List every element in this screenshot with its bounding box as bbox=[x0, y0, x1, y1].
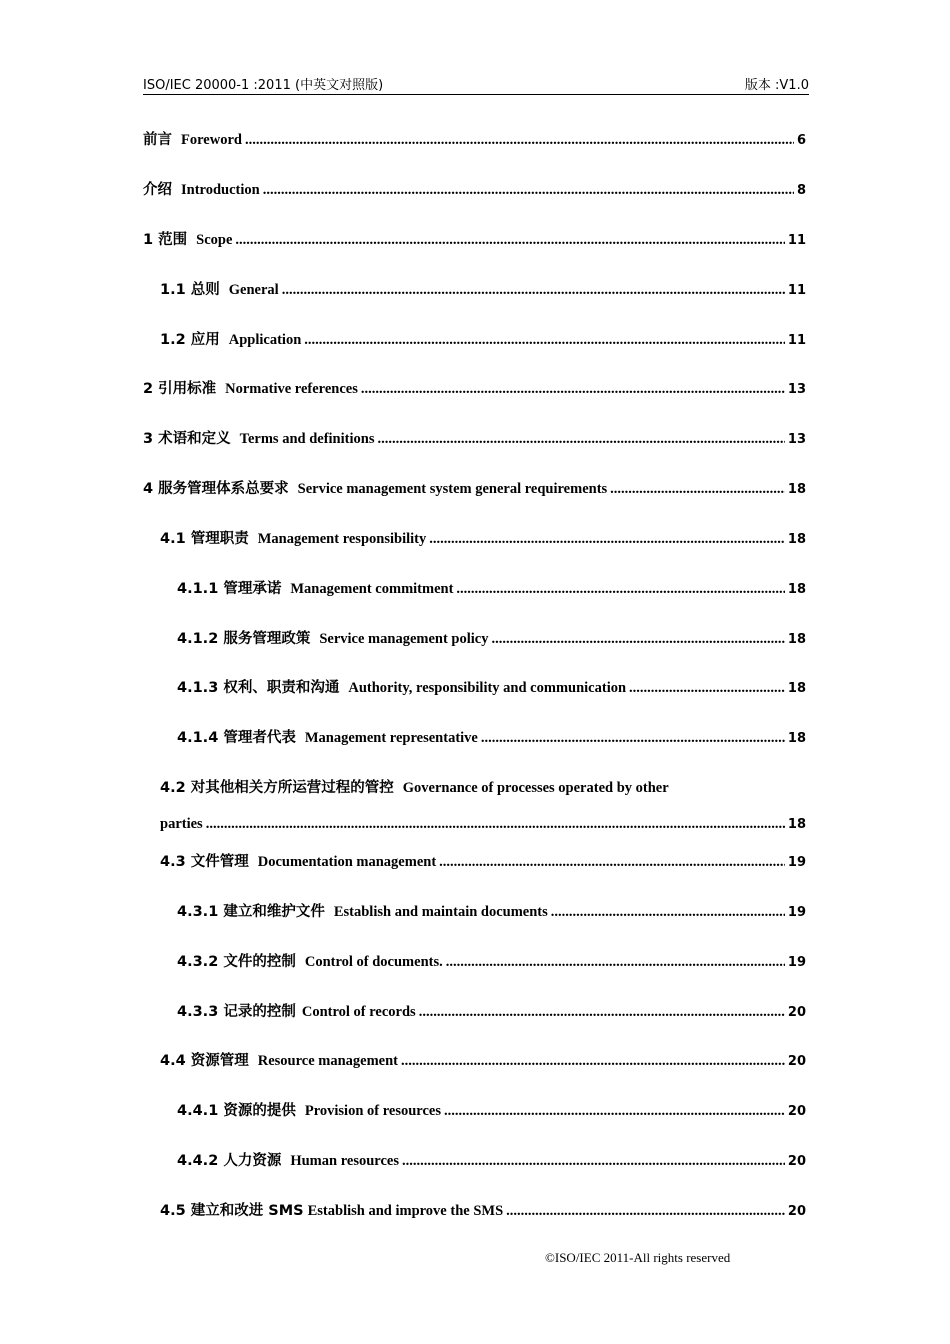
toc-entry-3[interactable] bbox=[143, 427, 806, 448]
toc-page-number: 19 bbox=[787, 955, 806, 970]
toc-leader bbox=[444, 1103, 785, 1120]
toc-leader bbox=[491, 631, 784, 648]
toc-page-number: 18 bbox=[787, 582, 806, 597]
toc-entry-en: Service management policy bbox=[319, 631, 489, 647]
toc-page-number: 18 bbox=[787, 681, 806, 696]
toc-page-number: 19 bbox=[787, 905, 806, 920]
toc-page-number: 18 bbox=[787, 817, 806, 832]
toc-page-number: 18 bbox=[787, 532, 806, 547]
toc-page-number: 18 bbox=[787, 632, 806, 647]
toc-entry-en: Resource management bbox=[257, 1053, 399, 1069]
toc-entry-4-2[interactable] bbox=[160, 776, 669, 797]
toc-entry-4-1-3[interactable] bbox=[177, 676, 806, 697]
toc-entry-4-1-4[interactable] bbox=[177, 726, 806, 747]
toc-entry-cn: 4 服务管理体系总要求 bbox=[143, 481, 289, 497]
toc-page-number: 19 bbox=[787, 855, 806, 870]
toc-page-number: 13 bbox=[787, 382, 806, 397]
toc-leader bbox=[429, 531, 785, 548]
toc-entry-cn: 4.1.2 服务管理政策 bbox=[177, 631, 311, 647]
header-version: 版本 :V1.0 bbox=[744, 78, 809, 93]
toc-entry-cn: 4.3.3 记录的控制 bbox=[177, 1004, 296, 1020]
toc-entry-cn: 4.4.2 人力资源 bbox=[177, 1153, 282, 1169]
toc-entry-4-1[interactable] bbox=[160, 527, 806, 548]
toc-page-number: 11 bbox=[787, 283, 806, 298]
toc-page-number: 11 bbox=[787, 233, 806, 248]
toc-entry-cn: 4.1.3 权利、职责和沟通 bbox=[177, 680, 340, 696]
toc-leader bbox=[456, 581, 784, 598]
toc-page-number: 8 bbox=[796, 183, 806, 198]
toc-entry-4[interactable] bbox=[143, 477, 806, 498]
toc-entry-4-2-continued[interactable] bbox=[160, 816, 806, 833]
toc-entry-cn: 1 范围 bbox=[143, 232, 188, 248]
toc-entry-cn: 2 引用标准 bbox=[143, 381, 217, 397]
toc-entry-en: Terms and definitions bbox=[239, 431, 375, 447]
toc-entry-en: Management representative bbox=[304, 730, 478, 746]
toc-entry-cn: 4.4.1 资源的提供 bbox=[177, 1103, 296, 1119]
toc-leader bbox=[551, 904, 785, 921]
toc-entry-4-3-1[interactable] bbox=[177, 900, 806, 921]
toc-entry-cn: 3 术语和定义 bbox=[143, 431, 231, 447]
toc-entry-en: Scope bbox=[196, 232, 233, 248]
toc-page-number: 20 bbox=[787, 1104, 806, 1119]
toc-entry-en: Management commitment bbox=[290, 581, 454, 597]
toc-entry-en: Establish and improve the SMS bbox=[307, 1203, 504, 1219]
toc-entry-en: Control of documents. bbox=[304, 954, 443, 970]
toc-entry-en: Introduction bbox=[181, 182, 260, 198]
toc-entry-4-1-1[interactable] bbox=[177, 577, 806, 598]
toc-leader bbox=[263, 182, 794, 199]
toc-entry-en: General bbox=[228, 282, 279, 298]
toc-entry-1[interactable] bbox=[143, 228, 806, 249]
toc-entry-cn: 4.5 建立和改进 SMS bbox=[160, 1203, 304, 1219]
toc-entry-en: Human resources bbox=[290, 1153, 399, 1169]
toc-entry-en: Control of records bbox=[301, 1004, 416, 1020]
toc-entry-en: Management responsibility bbox=[257, 531, 427, 547]
toc-entry-en: Authority, responsibility and communication bbox=[348, 680, 627, 696]
toc-entry-cn: 1.2 应用 bbox=[160, 332, 220, 348]
toc-entry-cn: 4.1.1 管理承诺 bbox=[177, 581, 282, 597]
toc-leader bbox=[401, 1053, 785, 1070]
toc-entry-foreword[interactable] bbox=[143, 128, 806, 149]
toc-leader bbox=[419, 1004, 785, 1021]
toc-entry-introduction[interactable] bbox=[143, 178, 806, 199]
toc-leader bbox=[206, 816, 785, 833]
toc-leader bbox=[377, 431, 784, 448]
toc-entry-cn: 前言 bbox=[143, 132, 172, 148]
toc-entry-cn: 4.2 对其他相关方所运营过程的管控 bbox=[160, 780, 394, 796]
toc-page-number: 11 bbox=[787, 333, 806, 348]
toc-entry-cn: 4.1.4 管理者代表 bbox=[177, 730, 296, 746]
toc-entry-cn: 4.4 资源管理 bbox=[160, 1053, 249, 1069]
toc-page-number: 6 bbox=[796, 133, 806, 148]
toc-leader bbox=[235, 232, 785, 249]
toc-entry-cn: 1.1 总则 bbox=[160, 282, 220, 298]
toc-entry-en: Establish and maintain documents bbox=[333, 904, 548, 920]
toc-leader bbox=[304, 332, 785, 349]
toc-entry-en: Provision of resources bbox=[304, 1103, 441, 1119]
toc-leader bbox=[361, 381, 785, 398]
toc-page-number: 20 bbox=[787, 1204, 806, 1219]
toc-entry-4-3[interactable] bbox=[160, 850, 806, 871]
toc-page-number: 20 bbox=[787, 1054, 806, 1069]
toc-entry-en: Foreword bbox=[181, 132, 242, 148]
toc-entry-cn: 介绍 bbox=[143, 182, 172, 198]
header-title: ISO/IEC 20000-1 :2011 (中英文对照版) bbox=[143, 78, 384, 93]
toc-entry-4-4-1[interactable] bbox=[177, 1099, 806, 1120]
toc-entry-4-1-2[interactable] bbox=[177, 627, 806, 648]
toc-entry-cn: 4.3.2 文件的控制 bbox=[177, 954, 296, 970]
toc-entry-4-3-2[interactable] bbox=[177, 950, 806, 971]
toc-entry-en: Governance of processes operated by other bbox=[402, 780, 669, 796]
toc-entry-4-4-2[interactable] bbox=[177, 1149, 806, 1170]
toc-entry-cn: 4.3 文件管理 bbox=[160, 854, 249, 870]
toc-page-number: 13 bbox=[787, 432, 806, 447]
toc-entry-en: Service management system general requirements bbox=[297, 481, 608, 497]
toc-leader bbox=[446, 954, 785, 971]
toc-leader bbox=[439, 854, 785, 871]
page-footer-copyright: ©ISO/IEC 2011-All rights reserved bbox=[545, 1250, 731, 1265]
toc-entry-cn: 4.3.1 建立和维护文件 bbox=[177, 904, 325, 920]
toc-entry-cn: 4.1 管理职责 bbox=[160, 531, 249, 547]
toc-leader bbox=[245, 132, 794, 149]
toc-entry-en: parties bbox=[160, 816, 203, 832]
toc-leader bbox=[481, 730, 785, 747]
toc-leader bbox=[282, 282, 785, 299]
toc-page-number: 20 bbox=[787, 1005, 806, 1020]
toc-entry-en: Application bbox=[228, 332, 302, 348]
toc-entry-4-5[interactable] bbox=[160, 1199, 806, 1220]
toc-entry-en: Documentation management bbox=[257, 854, 437, 870]
toc-leader bbox=[506, 1203, 785, 1220]
toc-entry-2[interactable] bbox=[143, 377, 806, 398]
toc-page-number: 18 bbox=[787, 482, 806, 497]
toc-entry-4-3-3[interactable] bbox=[177, 1000, 806, 1021]
toc-leader bbox=[402, 1153, 785, 1170]
toc-entry-1-2[interactable] bbox=[160, 328, 806, 349]
toc-entry-en: Normative references bbox=[225, 381, 358, 397]
toc-entry-4-4[interactable] bbox=[160, 1049, 806, 1070]
toc-page-number: 18 bbox=[787, 731, 806, 746]
toc-leader bbox=[629, 680, 785, 697]
toc-page-number: 20 bbox=[787, 1154, 806, 1169]
toc-entry-1-1[interactable] bbox=[160, 278, 806, 299]
toc-leader bbox=[610, 481, 785, 498]
